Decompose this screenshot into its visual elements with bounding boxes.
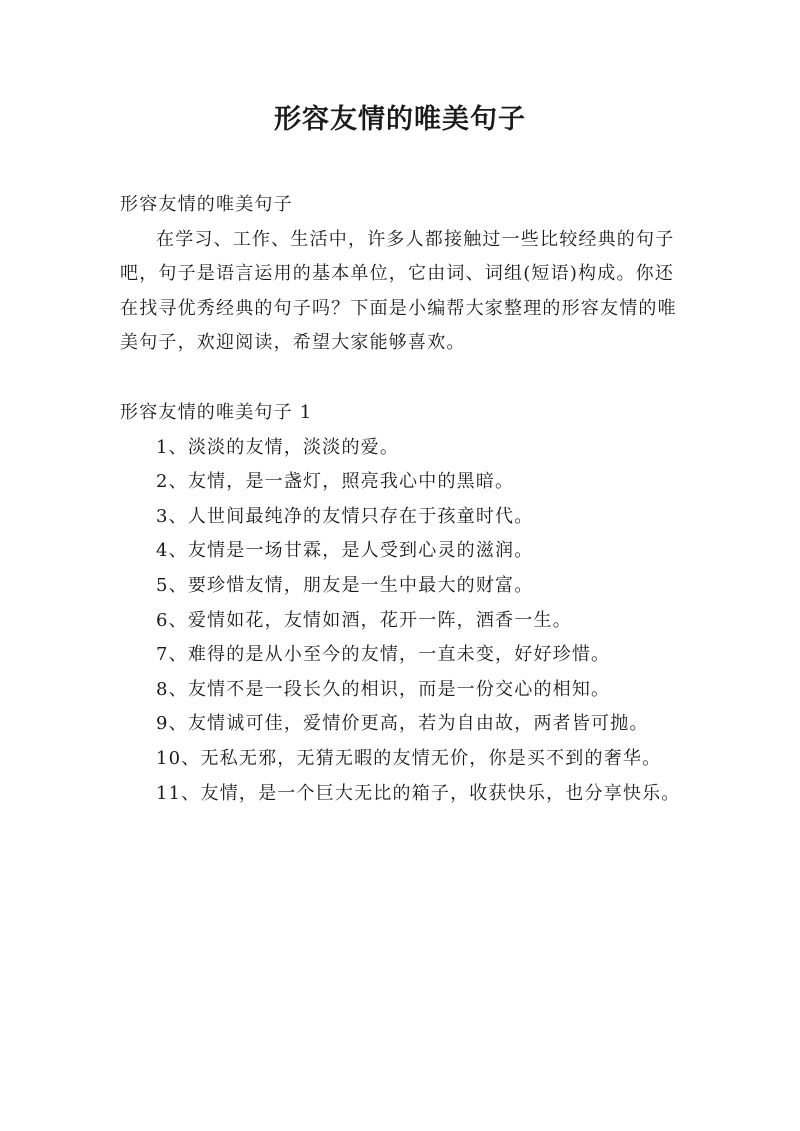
list-item: 4、友情是一场甘霖，是人受到心灵的滋润。 [156,540,534,562]
list-item: 3、人世间最纯净的友情只存在于孩童时代。 [156,505,534,527]
document-title: 形容友情的唯美句子 [274,104,526,135]
list-item: 9、友情诚可佳，爱情价更高，若为自由故，两者皆可抛。 [156,713,649,735]
list-item: 7、难得的是从小至今的友情，一直未变，好好珍惜。 [156,644,611,666]
list-item: 8、友情不是一段长久的相识，而是一份交心的相知。 [156,678,611,700]
sentence-list [120,431,685,812]
list-item: 1、淡淡的友情，淡淡的爱。 [156,436,400,458]
list-item: 5、要珍惜友情，朋友是一生中最大的财富。 [156,574,534,596]
intro-heading: 形容友情的唯美句子 [120,194,293,215]
list-item: 10、无私无邪，无猜无暇的友情无价，你是买不到的奢华。 [156,747,662,769]
intro-paragraph: 在学习、工作、生活中，许多人都接触过一些比较经典的句子吧，句子是语言运用的基本单位，它由词、词组(短语)构成。你还在找寻优秀经典的句子吗？下面是小编帮大家整理的形容友情的唯美句子，欢迎阅读，希望大家能够喜欢。 [120,228,677,354]
section-heading: 形容友情的唯美句子 1 [120,401,313,423]
paragraph-spacer [120,361,685,396]
document-body [120,188,685,811]
list-item: 11、友情，是一个巨大无比的箱子，收获快乐，也分享快乐。 [156,782,681,804]
list-item: 6、爱情如花，友情如酒，花开一阵，酒香一生。 [156,609,572,631]
list-item: 2、友情，是一盏灯，照亮我心中的黑暗。 [156,471,515,493]
